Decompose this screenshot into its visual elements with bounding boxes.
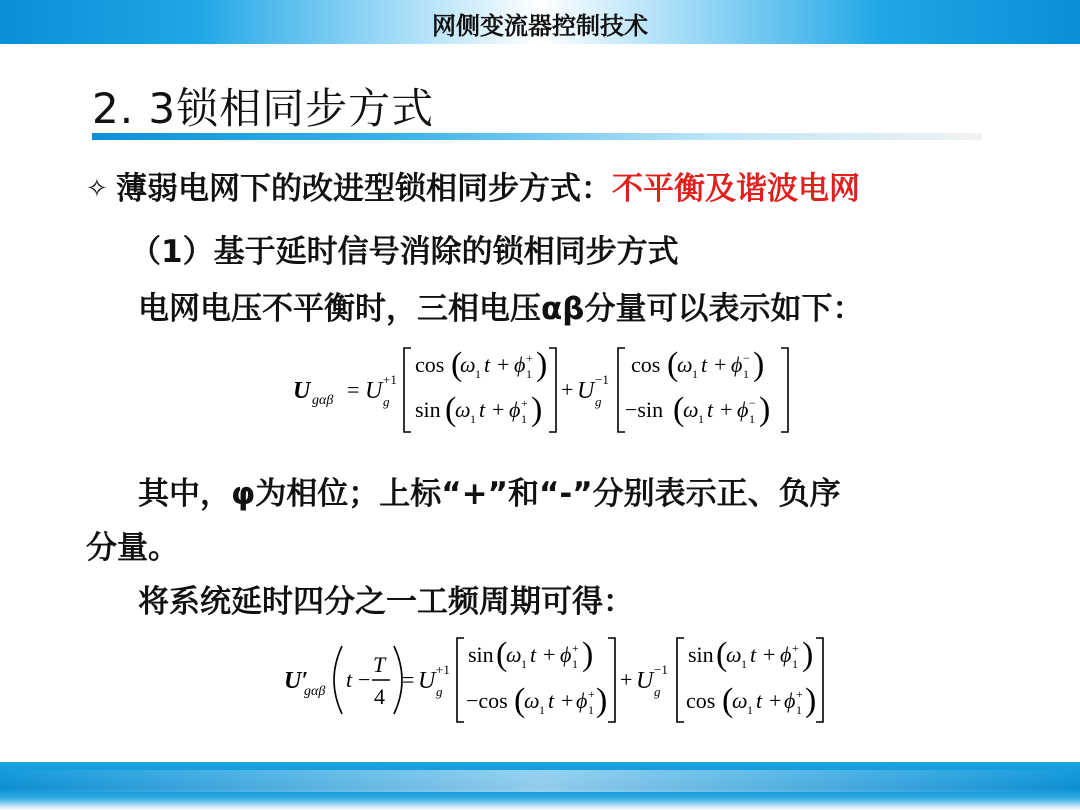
f2-phi-sup: + bbox=[796, 687, 803, 701]
f2-lhs: U′ bbox=[284, 668, 309, 694]
f1-bracket-right-2 bbox=[781, 348, 788, 432]
bullet-text: 薄弱电网下的改进型锁相同步方式： bbox=[116, 171, 612, 207]
f1-op: + bbox=[492, 397, 505, 422]
f1-paren-close: ) bbox=[753, 346, 765, 383]
f2-omega: ω bbox=[506, 642, 522, 667]
f2-phi-sub: 1 bbox=[796, 703, 802, 717]
f2-m1-r1-fn: sin bbox=[468, 642, 494, 667]
f1-coef-pos: U bbox=[365, 378, 383, 404]
f2-m2-r1-fn: sin bbox=[688, 642, 714, 667]
f2-phi: ϕ bbox=[560, 642, 572, 667]
f1-op: + bbox=[714, 352, 727, 377]
f1-coef-pos-sub: g bbox=[383, 394, 390, 409]
f1-m2-r2-fn: −sin bbox=[625, 397, 664, 422]
f2-paren-close: ) bbox=[805, 682, 817, 719]
f2-omega-sub: 1 bbox=[521, 657, 527, 671]
note-line-2: 分量。 bbox=[86, 530, 179, 566]
f2-t: t bbox=[346, 667, 353, 692]
f2-phi: ϕ bbox=[780, 642, 792, 667]
f1-phi-sub: 1 bbox=[521, 412, 527, 426]
f1-coef-neg-sup: −1 bbox=[595, 372, 609, 387]
subheading: （1）基于延时信号消除的锁相同步方式 bbox=[130, 234, 679, 270]
f1-omega-sub: 1 bbox=[475, 367, 481, 381]
f1-lhs: U bbox=[293, 378, 311, 404]
f2-phi-sub: 1 bbox=[792, 657, 798, 671]
f1-omega-sub: 1 bbox=[470, 412, 476, 426]
f1-bracket-left-1 bbox=[404, 348, 411, 432]
header-title: 网侧变流器控制技术 bbox=[432, 12, 648, 40]
f1-m2-r1-fn: cos bbox=[631, 352, 661, 377]
f1-paren-close: ) bbox=[531, 391, 543, 428]
f2-bracket-left-2 bbox=[677, 638, 684, 722]
f2-t: t bbox=[756, 688, 763, 713]
f2-eq: = bbox=[402, 667, 415, 692]
f2-t: t bbox=[548, 688, 555, 713]
f1-phi-sub: 1 bbox=[743, 367, 749, 381]
f1-t: t bbox=[707, 397, 714, 422]
f2-op: + bbox=[763, 642, 776, 667]
f2-coef-pos-sub: g bbox=[436, 684, 443, 699]
f1-omega-sub: 1 bbox=[692, 367, 698, 381]
footer-bar bbox=[0, 762, 1080, 810]
f2-op: + bbox=[543, 642, 556, 667]
f1-phi-sub: 1 bbox=[526, 367, 532, 381]
f1-omega-sub: 1 bbox=[698, 412, 704, 426]
f1-paren-open: ( bbox=[445, 391, 457, 428]
f2-omega: ω bbox=[726, 642, 742, 667]
f1-paren-close: ) bbox=[536, 346, 548, 383]
f2-m2-r2-fn: cos bbox=[686, 688, 716, 713]
f2-T: T bbox=[373, 652, 386, 677]
f2-coef-neg-sub: g bbox=[654, 684, 661, 699]
f1-phi-sup-neg: − bbox=[749, 396, 756, 410]
f1-t: t bbox=[701, 352, 708, 377]
f2-op: + bbox=[769, 688, 782, 713]
f1-t: t bbox=[479, 397, 486, 422]
diamond-star-icon: ✧ bbox=[86, 174, 108, 204]
f1-omega: ω bbox=[455, 397, 471, 422]
f2-omega-sub: 1 bbox=[747, 703, 753, 717]
f1-paren-open: ( bbox=[673, 391, 685, 428]
f1-lhs-sub: gαβ bbox=[312, 393, 334, 408]
f2-omega-sub: 1 bbox=[741, 657, 747, 671]
bullet-heading bbox=[86, 163, 860, 208]
note-line-1: 其中，φ为相位；上标“+”和“-”分别表示正、负序 bbox=[138, 476, 841, 512]
f1-omega: ω bbox=[460, 352, 476, 377]
f2-omega: ω bbox=[524, 688, 540, 713]
f1-phi-sup: + bbox=[526, 351, 533, 365]
f2-paren-left bbox=[334, 646, 342, 714]
f1-eq: = bbox=[347, 377, 360, 402]
f2-minus: − bbox=[358, 667, 371, 692]
f1-m1-r1-fn: cos bbox=[415, 352, 445, 377]
f1-phi-sup-neg: − bbox=[743, 351, 750, 365]
f2-phi-sup: + bbox=[792, 641, 799, 655]
f2-phi-sup: + bbox=[572, 641, 579, 655]
f2-m1-r2-fn: −cos bbox=[466, 688, 508, 713]
f2-coef-pos: U bbox=[418, 668, 436, 694]
f1-paren-open: ( bbox=[667, 346, 679, 383]
f2-omega: ω bbox=[732, 688, 748, 713]
bullet-highlight: 不平衡及谐波电网 bbox=[612, 171, 860, 207]
f1-phi-sub: 1 bbox=[749, 412, 755, 426]
f2-four: 4 bbox=[374, 684, 385, 709]
delay-text: 将系统延时四分之一工频周期可得： bbox=[138, 584, 634, 620]
title-underline bbox=[92, 133, 982, 140]
f2-lhs-sub: gαβ bbox=[304, 684, 326, 699]
f2-paren-open: ( bbox=[722, 682, 734, 719]
f2-plus: + bbox=[620, 667, 633, 692]
f2-t: t bbox=[530, 642, 537, 667]
f2-coef-neg-sup: −1 bbox=[654, 662, 668, 677]
f1-t: t bbox=[484, 352, 491, 377]
f2-bracket-right-2 bbox=[816, 638, 823, 722]
f2-paren-open: ( bbox=[716, 636, 728, 673]
f1-phi: ϕ bbox=[514, 352, 526, 377]
f2-coef-neg: U bbox=[636, 668, 654, 694]
f2-phi-sub: 1 bbox=[572, 657, 578, 671]
slide-title: 2. 3锁相同步方式 bbox=[92, 84, 435, 133]
f1-phi: ϕ bbox=[731, 352, 743, 377]
f2-op: + bbox=[561, 688, 574, 713]
f2-paren-close: ) bbox=[596, 682, 608, 719]
f1-coef-pos-sup: +1 bbox=[383, 372, 397, 387]
f1-phi: ϕ bbox=[509, 397, 521, 422]
f1-paren-close: ) bbox=[759, 391, 771, 428]
f2-paren-open: ( bbox=[496, 636, 508, 673]
f1-op: + bbox=[497, 352, 510, 377]
f1-omega: ω bbox=[683, 397, 699, 422]
f1-bracket-right-1 bbox=[549, 348, 556, 432]
f1-phi: ϕ bbox=[737, 397, 749, 422]
f2-phi: ϕ bbox=[784, 688, 796, 713]
f1-m1-r2-fn: sin bbox=[415, 397, 441, 422]
f2-bracket-right-1 bbox=[608, 638, 615, 722]
formula-delayed-voltage bbox=[278, 632, 838, 730]
f1-plus: + bbox=[561, 377, 574, 402]
f2-paren-close: ) bbox=[802, 636, 814, 673]
f1-phi-sup: + bbox=[521, 396, 528, 410]
f1-bracket-left-2 bbox=[618, 348, 625, 432]
f1-op: + bbox=[720, 397, 733, 422]
f2-t: t bbox=[750, 642, 757, 667]
f2-coef-pos-sup: +1 bbox=[436, 662, 450, 677]
f2-paren-open: ( bbox=[514, 682, 526, 719]
f2-paren-close: ) bbox=[582, 636, 594, 673]
f2-omega-sub: 1 bbox=[539, 703, 545, 717]
f1-omega: ω bbox=[677, 352, 693, 377]
formula-unbalanced-voltage bbox=[285, 340, 805, 440]
f2-phi: ϕ bbox=[576, 688, 588, 713]
f2-phi-sup: + bbox=[588, 687, 595, 701]
f2-bracket-left-1 bbox=[457, 638, 464, 722]
f1-coef-neg: U bbox=[577, 378, 595, 404]
f2-paren-right bbox=[394, 646, 402, 714]
description-text: 电网电压不平衡时，三相电压αβ分量可以表示如下： bbox=[138, 291, 864, 327]
f1-coef-neg-sub: g bbox=[595, 394, 602, 409]
f2-phi-sub: 1 bbox=[588, 703, 594, 717]
f1-paren-open: ( bbox=[451, 346, 463, 383]
